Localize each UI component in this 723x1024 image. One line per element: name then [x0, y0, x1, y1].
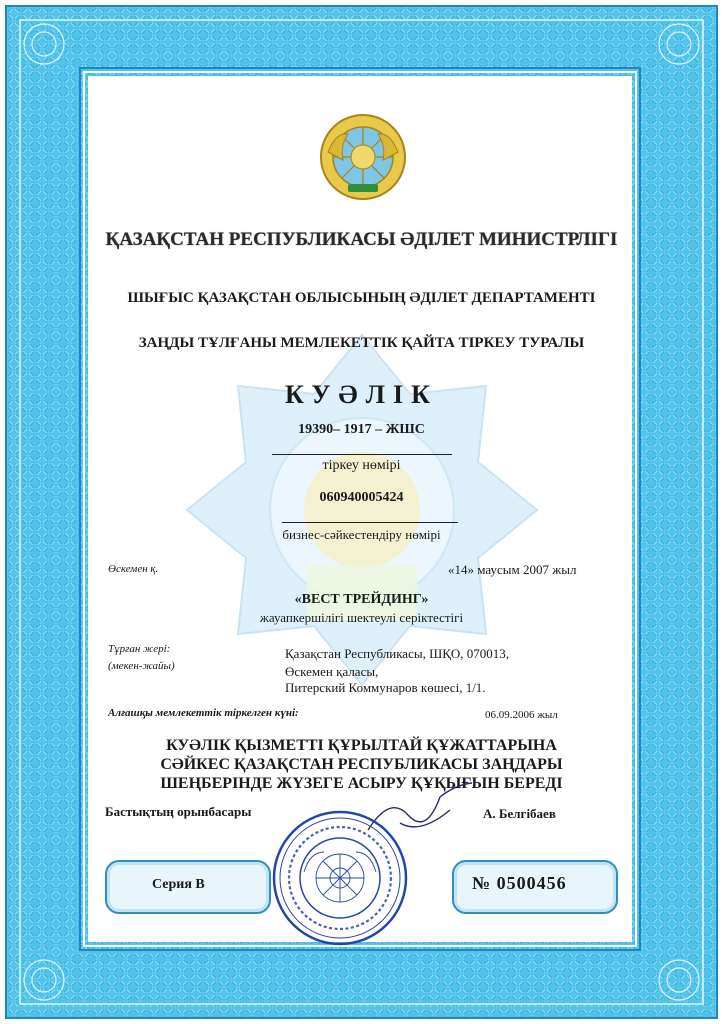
address-line-1: Қазақстан Республикасы, ШҚО, 070013, — [285, 646, 510, 661]
address-label-sub: (мекен-жайы) — [108, 660, 175, 672]
signatory-position: Бастықтың орынбасары — [105, 804, 252, 819]
state-emblem-icon — [318, 112, 408, 202]
address-label: Тұрған жері: — [108, 643, 171, 655]
statement-line-2: СӘЙКЕС ҚАЗАҚСТАН РЕСПУБЛИКАСЫ ЗАҢДАРЫ — [160, 756, 563, 773]
divider-line — [282, 522, 458, 523]
statement-line-3: ШЕҢБЕРІНДЕ ЖҮЗЕГЕ АСЫРУ ҚҰҚЫҒЫН БЕРЕДІ — [160, 775, 563, 792]
company-form: жауапкершілігі шектеулі серіктестігі — [259, 610, 464, 625]
registration-code: 19390– 1917 – ЖШС — [298, 422, 425, 437]
certificate-number: № 0500456 — [472, 873, 567, 893]
official-seal-icon — [270, 808, 410, 948]
issue-date: «14» маусым 2007 жыл — [448, 562, 577, 577]
first-registration-date: 06.09.2006 жыл — [485, 709, 558, 721]
company-name: «ВЕСТ ТРЕЙДИНГ» — [294, 592, 429, 607]
department-title: ШЫҒЫС ҚАЗАҚСТАН ОБЛЫСЫНЫҢ ӘДІЛЕТ ДЕПАРТАМЕНТІ — [127, 290, 596, 306]
signatory-name: А. Белгібаев — [483, 806, 556, 821]
series-label: Серия В — [152, 877, 205, 892]
bin-value: 060940005424 — [319, 490, 404, 505]
divider-line — [272, 454, 452, 455]
subject-title: ЗАҢДЫ ТҰЛҒАНЫ МЕМЛЕКЕТТІК ҚАЙТА ТІРКЕУ ТУРАЛЫ — [138, 335, 585, 351]
ministry-title: ҚАЗАҚСТАН РЕСПУБЛИКАСЫ ӘДІЛЕТ МИНИСТРЛІГІ — [105, 229, 618, 250]
document-title: КУӘЛІК — [285, 380, 438, 409]
address-line-2: Өскемен қаласы, — [285, 664, 379, 679]
address-line-3: Питерский Коммунаров көшесі, 1/1. — [285, 680, 486, 695]
bin-label: бизнес-сәйкестендіру нөмірі — [282, 527, 441, 542]
place-label: Өскемен қ. — [108, 563, 159, 575]
first-registration-label: Алғашқы мемлекеттік тіркелген күні: — [108, 707, 299, 719]
statement-line-1: КУӘЛІК ҚЫЗМЕТТІ ҚҰРЫЛТАЙ ҚҰЖАТТАРЫНА — [166, 737, 557, 754]
reg-number-label: тіркеу нөмірі — [322, 458, 401, 473]
